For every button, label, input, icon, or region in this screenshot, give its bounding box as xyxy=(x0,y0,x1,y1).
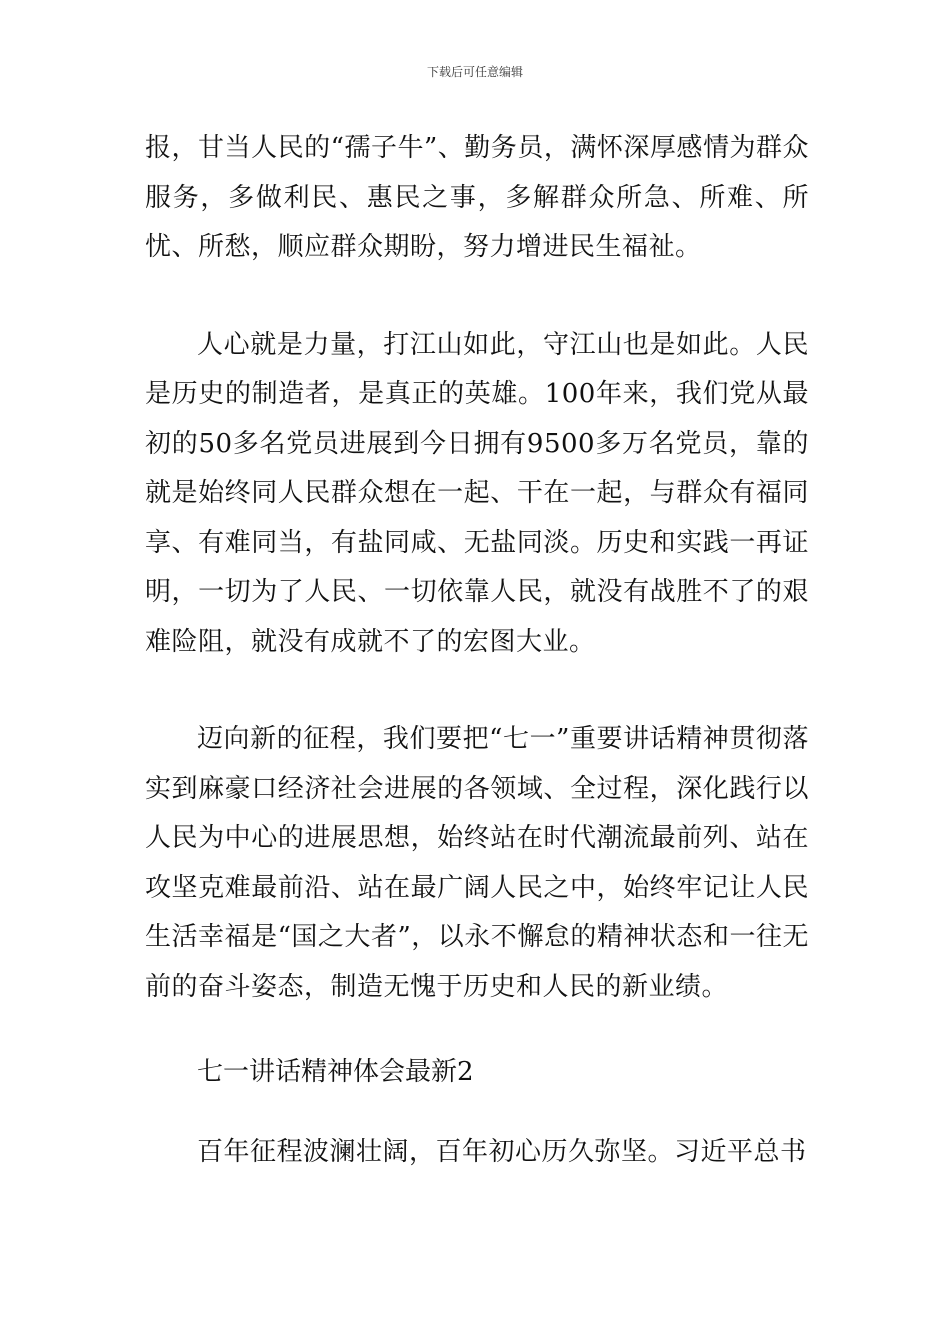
document-body xyxy=(145,124,809,1177)
paragraph-continuation: 报，甘当人民的“孺子牛”、勤务员，满怀深厚感情为群众服务，多做利民、惠民之事，多解群众所急、所难、所忧、所愁，顺应群众期盼，努力增进民生福祉。 xyxy=(145,133,809,262)
section-heading: 七一讲话精神体会最新2 xyxy=(197,1057,474,1087)
paragraph-people-strength: 人心就是力量，打江山如此，守江山也是如此。人民是历史的制造者，是真正的英雄。100年来，我们党从最初的50多名党员进展到今日拥有9500多万名党员，靠的就是始终同人民群众想在一起、干在一起，与群众有福同享、有难同当，有盐同咸、无盐同淡。历史和实践一再证明，一切为了人民、一切依靠人民，就没有战胜不了的艰难险阻，就没有成就不了的宏图大业。 xyxy=(145,329,809,657)
paragraph-new-journey: 迈向新的征程，我们要把“七一”重要讲话精神贯彻落实到麻豪口经济社会进展的各领域、全过程，深化践行以人民为中心的进展思想，始终站在时代潮流最前列、站在攻坚克难最前沿、站在最广阔人民之中，始终牢记让人民生活幸福是“国之大者”，以永不懈怠的精神状态和一往无前的奋斗姿态，制造无愧于历史和人民的新业绩。 xyxy=(145,724,809,1002)
paragraph-gap xyxy=(145,1098,809,1128)
paragraph-gap xyxy=(145,667,809,715)
paragraph-gap xyxy=(145,273,809,321)
paragraph-gap xyxy=(145,1012,809,1048)
page-header-note: 下载后可任意编辑 xyxy=(426,65,523,79)
paragraph-section-start: 百年征程波澜壮阔，百年初心历久弥坚。习近平总书 xyxy=(197,1136,807,1167)
